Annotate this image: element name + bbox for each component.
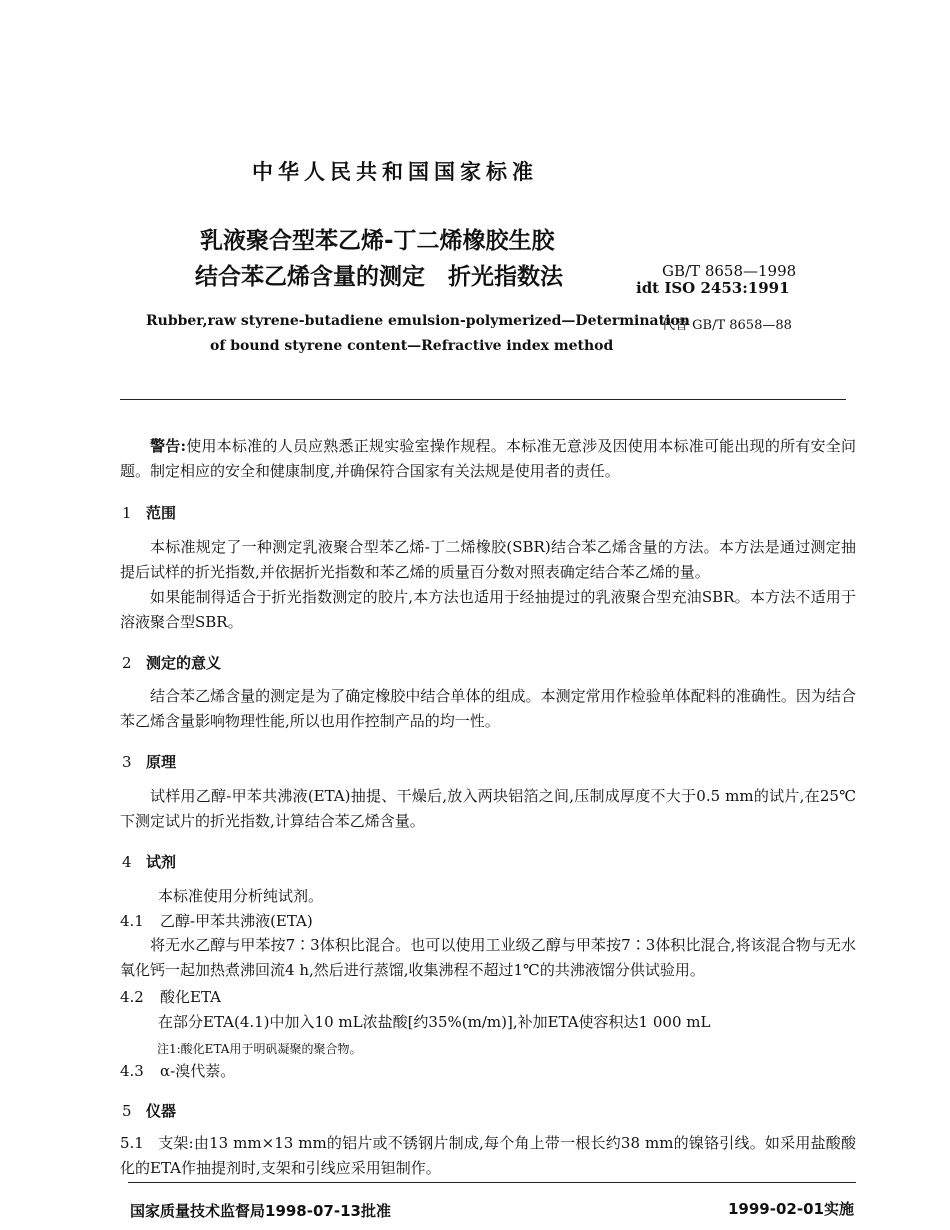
warning-text: 使用本标准的人员应熟悉正规实验室操作规程。本标准无意涉及因使用本标准可能出现的所有安全问题。制定相应的安全和健康制度,并确保符合国家有关法规是使用者的责任。 [120, 437, 856, 480]
item-4-2-heading [120, 986, 221, 1007]
section-4-intro: 本标准使用分析纯试剂。 [158, 887, 324, 905]
note-1: 注1:酸化ETA用于明矾凝聚的聚合物。 [157, 1042, 362, 1056]
section-title: 范围 [146, 504, 177, 522]
item-title: 酸化ETA [160, 988, 221, 1006]
item-title: 乙醇-甲苯共沸液(ETA) [160, 912, 313, 930]
item-4-2-text: 在部分ETA(4.1)中加入10 mL浓盐酸[约35%(m/m)],补加ETA使容积达1 000 mL [158, 1013, 711, 1031]
section-number: 5 [122, 1102, 132, 1120]
item-number: 4.3 [120, 1062, 144, 1080]
document-title-line-1: 乳液聚合型苯乙烯-丁二烯橡胶生胶 [200, 228, 555, 254]
section-title: 原理 [146, 753, 177, 771]
approval-date: 国家质量技术监督局1998-07-13批准 [130, 1202, 391, 1220]
section-number: 3 [122, 753, 132, 771]
item-title: α-溴代萘。 [160, 1062, 236, 1080]
item-4-1-text: 将无水乙醇与甲苯按7∶3体积比混合。也可以使用工业级乙醇与甲苯按7∶3体积比混合,将该混合物与无水氧化钙一起加热煮沸回流4 h,然后进行蒸馏,收集沸程不超过1℃的共沸液馏分供试验用。 [120, 936, 856, 979]
item-text: 支架:由13 mm×13 mm的铝片或不锈钢片制成,每个角上带一根长约38 mm的镍铬引线。如采用盐酸酸化的ETA作抽提剂时,支架和引线应采用钽制作。 [120, 1134, 856, 1177]
section-3-heading [122, 751, 176, 772]
standard-number: GB/T 8658—1998 [662, 262, 797, 280]
section-4-heading [122, 851, 176, 872]
section-1-heading [122, 502, 176, 523]
section-title: 试剂 [146, 853, 177, 871]
section-title: 仪器 [146, 1102, 177, 1120]
english-title-line-2: of bound styrene content—Refractive index method [210, 338, 614, 354]
section-2-paragraph: 结合苯乙烯含量的测定是为了确定橡胶中结合单体的组成。本测定常用作检验单体配料的准确性。因为结合苯乙烯含量影响物理性能,所以也用作控制产品的均一性。 [120, 687, 856, 730]
header-divider [120, 399, 846, 400]
section-number: 1 [122, 504, 132, 522]
section-1-paragraph-1: 本标准规定了一种测定乳液聚合型苯乙烯-丁二烯橡胶(SBR)结合苯乙烯含量的方法。本方法是通过测定抽提后试样的折光指数,并依据折光指数和苯乙烯的质量百分数对照表确定结合苯乙烯的量。 [120, 538, 856, 581]
item-5-1-paragraph [120, 1131, 856, 1181]
section-1-paragraph-2: 如果能制得适合于折光指数测定的胶片,本方法也适用于经抽提过的乳液聚合型充油SBR。本方法不适用于溶液聚合型SBR。 [120, 588, 856, 631]
implementation-date: 1999-02-01实施 [728, 1200, 854, 1218]
warning-paragraph [120, 434, 856, 484]
warning-label: 警告: [150, 437, 186, 455]
iso-reference: idt ISO 2453:1991 [636, 279, 790, 297]
document-title-line-2: 结合苯乙烯含量的测定 折光指数法 [195, 264, 563, 290]
item-number: 4.1 [120, 912, 144, 930]
item-number: 4.2 [120, 988, 144, 1006]
section-title: 测定的意义 [146, 654, 222, 672]
english-title-line-1: Rubber,raw styrene-butadiene emulsion-polymerized—Determination [146, 313, 690, 329]
footer-divider [128, 1182, 856, 1183]
section-5-heading [122, 1100, 176, 1121]
item-number: 5.1 [120, 1134, 144, 1152]
item-4-1-heading [120, 910, 313, 931]
section-3-paragraph: 试样用乙醇-甲苯共沸液(ETA)抽提、干燥后,放入两块铝箔之间,压制成厚度不大于0.5 mm的试片,在25℃下测定试片的折光指数,计算结合苯乙烯含量。 [120, 787, 856, 830]
item-4-3-heading [120, 1060, 235, 1081]
section-number: 4 [122, 853, 132, 871]
replaces-standard: 代替 GB/T 8658—88 [662, 318, 792, 333]
section-2-heading [122, 652, 221, 673]
section-number: 2 [122, 654, 132, 672]
national-standard-title: 中华人民共和国国家标准 [252, 159, 538, 184]
